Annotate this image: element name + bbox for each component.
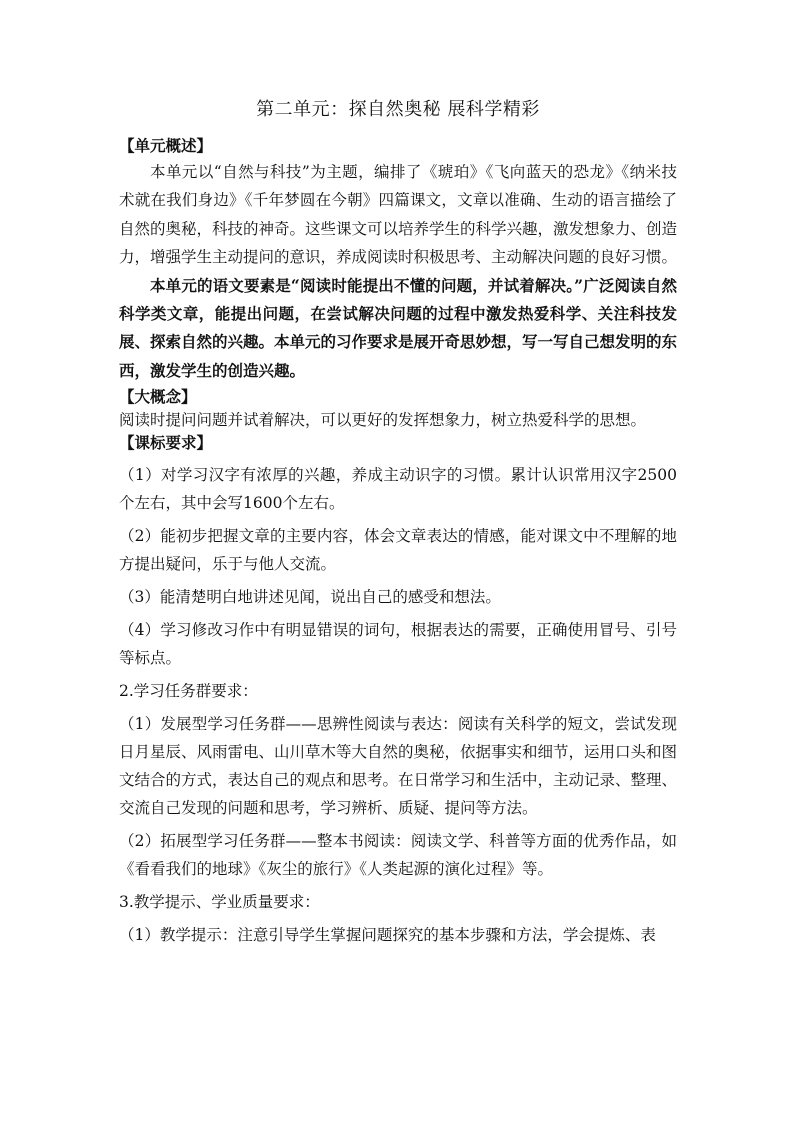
standards-item-3: （3）能清楚明白地讲述见闻，说出自己的感受和想法。 xyxy=(119,588,501,607)
document-page xyxy=(119,98,677,954)
concept-heading: 【大概念】 xyxy=(119,387,197,407)
overview-paragraph-2: 本单元的语文要素是“阅读时能提出不懂的问题，并试着解决。”广泛阅读自然科学类文章，能提出问题，在尝试解决问题的过程中激发热爱科学、关注科技发展、探索自然的兴趣。本单元的习作要求是展开奇思妙想，写一写自己想发明的东西，激发学生的创造兴趣。 xyxy=(119,275,678,380)
quality-heading: 3.教学提示、学业质量要求： xyxy=(119,893,320,912)
standards-item-2: （2）能初步把握文章的主要内容，体会文章表达的情感，能对课文中不理解的地方提出疑问，乐于与他人交流。 xyxy=(119,527,677,574)
task-heading: 2.学习任务群要求： xyxy=(119,682,258,701)
concept-text: 阅读时提问问题并试着解决，可以更好的发挥想象力，树立热爱科学的思想。 xyxy=(119,411,647,430)
standards-heading: 【课标要求】 xyxy=(119,433,213,453)
page-title: 第二单元：探自然奥秘 展科学精彩 xyxy=(256,99,540,120)
standards-item-1: （1）对学习汉字有浓厚的兴趣，养成主动识字的习惯。累计认识常用汉字2500个左右，其中会写1600个左右。 xyxy=(119,466,677,513)
overview-paragraph-1: 本单元以“自然与科技”为主题，编排了《琥珀》《飞向蓝天的恐龙》《纳米技术就在我们身边》《千年梦圆在今朝》四篇课文，文章以准确、生动的语言描绘了自然的奥秘，科技的神奇。这些课文可以培养学生的科学兴趣，激发想象力、创造力，增强学生主动提问的意识，养成阅读时积极思考、主动解决问题的良好习惯。 xyxy=(119,163,678,267)
quality-item-1: （1）教学提示：注意引导学生掌握问题探究的基本步骤和方法，学会提炼、表 xyxy=(119,926,656,945)
standards-item-4: （4）学习修改习作中有明显错误的词句，根据表达的需要，正确使用冒号、引号等标点。 xyxy=(119,621,677,668)
task-item-1: （1）发展型学习任务群——思辨性阅读与表达：阅读有关科学的短文，尝试发现日月星辰、风雨雷电、山川草木等大自然的奥秘，依据事实和细节，运用口头和图文结合的方式，表达自己的观点和思考。在日常学习和生活中，主动记录、整理、交流自己发现的问题和思考，学习辨析、质疑、提问等方法。 xyxy=(119,715,678,818)
task-item-2: （2）拓展型学习任务群——整本书阅读：阅读文学、科普等方面的优秀作品，如《看看我们的地球》《灰尘的旅行》《人类起源的演化过程》等。 xyxy=(119,832,677,879)
overview-heading: 【单元概述】 xyxy=(119,136,213,155)
